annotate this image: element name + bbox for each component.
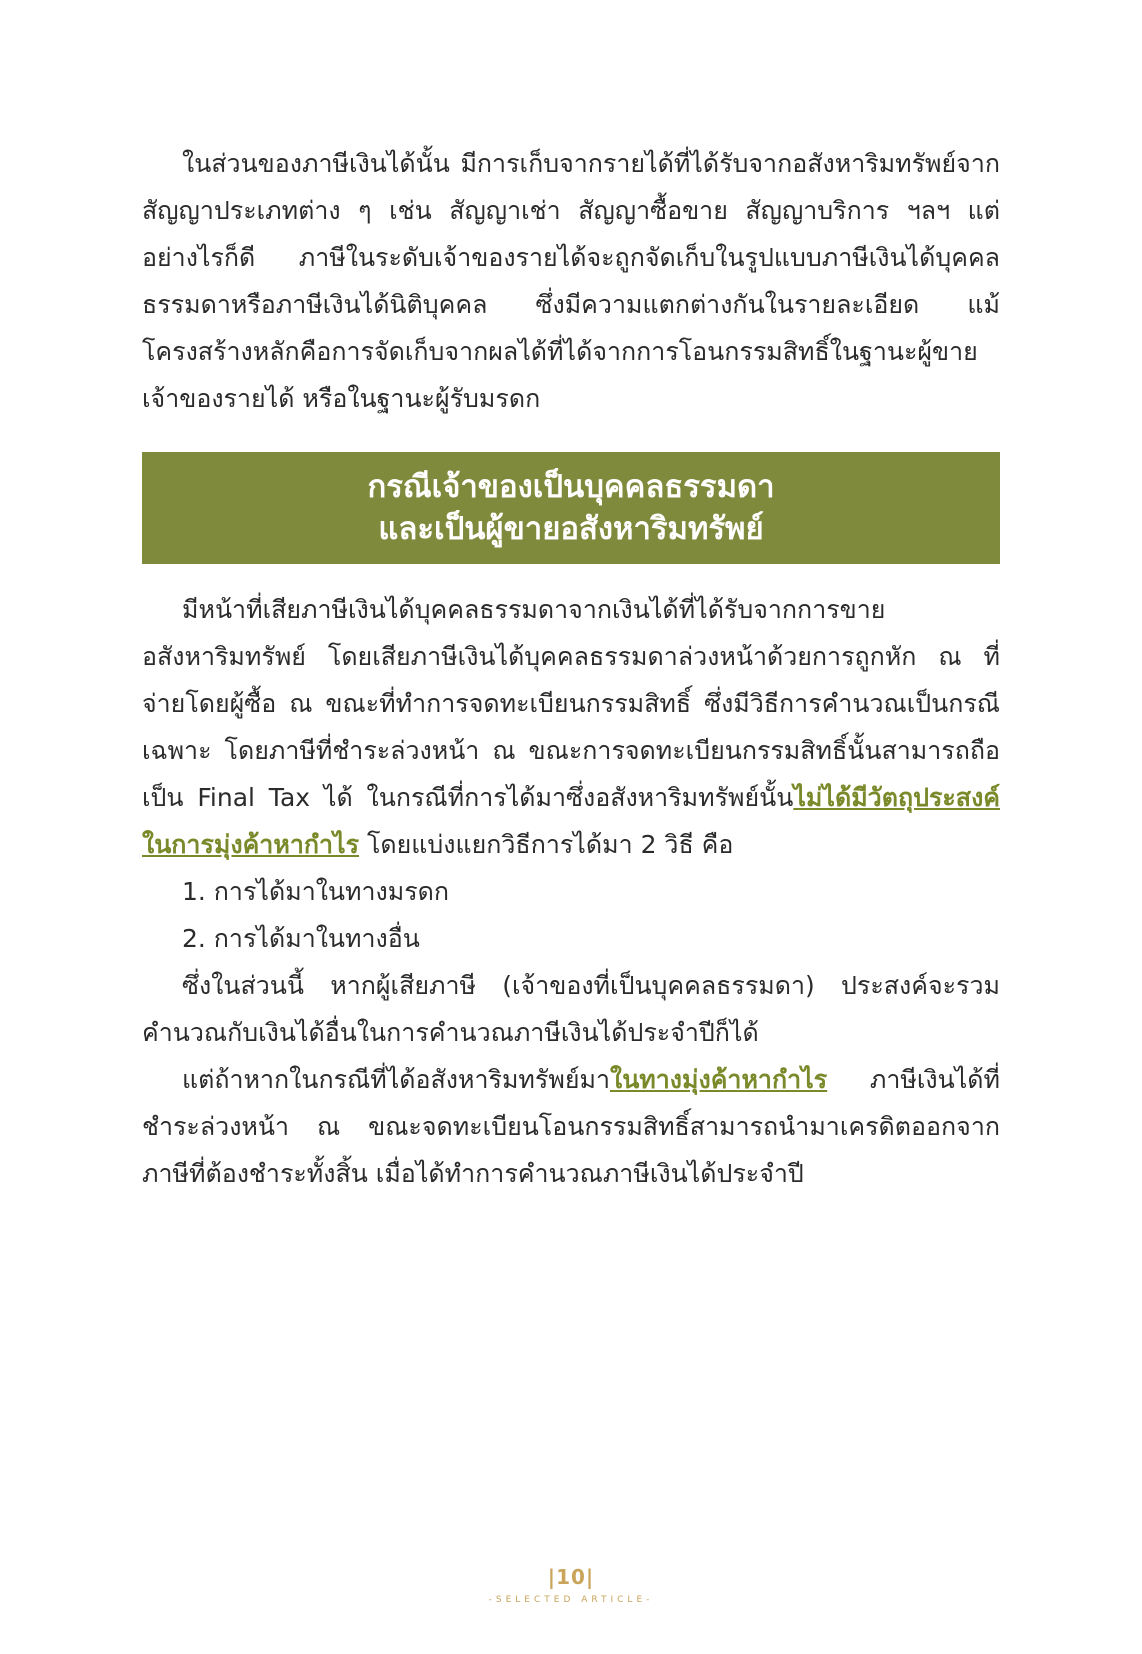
profit-purpose-link[interactable]: ในทางมุ่งค้าหากำไร xyxy=(609,1065,828,1094)
body-paragraph-1-text: มีหน้าที่เสียภาษีเงินได้บุคคลธรรมดาจากเงินได้ที่ได้รับจากการขายอสังหาริมทรัพย์ โดยเสียภาษีเงินได้บุคคลธรรมดาล่วงหน้าด้วยการถูกหัก ณ ที่จ่ายโดยผู้ซื้อ ณ ขณะที่ทำการจดทะเบียนกรรมสิทธิ์ ซึ่งมีวิธีการคำนวณเป็นกรณีเฉพาะ โดยภาษีที่ชำระล่วงหน้า ณ ขณะการจดทะเบียนกรรมสิทธิ์นั้นสามารถถือเป็น Final Tax ได้ ในกรณีที่การได้มาซึ่งอสังหาริมทรัพย์นั้น xyxy=(142,595,1000,812)
body-paragraph-1 xyxy=(142,586,1000,868)
page-footer xyxy=(0,1565,1142,1605)
body-paragraph-3 xyxy=(142,1056,1000,1197)
intro-paragraph: ในส่วนของภาษีเงินได้นั้น มีการเก็บจากรายได้ที่ได้รับจากอสังหาริมทรัพย์จากสัญญาประเภทต่าง ๆ เช่น สัญญาเช่า สัญญาซื้อขาย สัญญาบริการ ฯลฯ แต่อย่างไรก็ดี ภาษีในระดับเจ้าของรายได้จะถูกจัดเก็บในรูปแบบภาษีเงินได้บุคคลธรรมดาหรือภาษีเงินได้นิติบุคคล ซึ่งมีความแตกต่างกันในรายละเอียด แม้โครงสร้างหลักคือการจัดเก็บจากผลได้ที่ได้จากการโอนกรรมสิทธิ์ในฐานะผู้ขายเจ้าของรายได้ หรือในฐานะผู้รับมรดก xyxy=(142,149,1000,413)
body-paragraph-3-tail: ภาษีเงินได้ที่ชำระล่วงหน้า ณ ขณะจดทะเบียนโอนกรรมสิทธิ์สามารถนำมาเครดิตออกจากภาษีที่ต้องชำระทั้งสิ้น เมื่อได้ทำการคำนวณภาษีเงินได้ประจำปี xyxy=(142,1065,1000,1188)
footer-section-label: -SELECTED ARTICLE- xyxy=(488,1595,654,1605)
list-item-other: 2. การได้มาในทางอื่น xyxy=(182,924,420,953)
body-paragraph-3-head: แต่ถ้าหากในกรณีที่ได้อสังหาริมทรัพย์มา xyxy=(182,1065,610,1094)
page-number: |10| xyxy=(547,1565,595,1589)
list-item-inheritance: 1. การได้มาในทางมรดก xyxy=(182,877,450,906)
body-paragraph-2: ซึ่งในส่วนนี้ หากผู้เสียภาษี (เจ้าของที่เป็นบุคคลธรรมดา) ประสงค์จะรวมคำนวณกับเงินได้อื่นในการคำนวณภาษีเงินได้ประจำปีก็ได้ xyxy=(142,971,1000,1047)
banner-title-line-1: กรณีเจ้าของเป็นบุคคลธรรมดา xyxy=(367,469,775,505)
banner-title-line-2: และเป็นผู้ขายอสังหาริมทรัพย์ xyxy=(378,511,764,547)
section-banner xyxy=(142,452,1000,564)
no-profit-purpose-link[interactable]: ไม่ได้มีวัตถุประสงค์ในการมุ่งค้าหากำไร xyxy=(142,783,1000,859)
article-content xyxy=(142,140,1000,1197)
body-paragraph-1-tail: โดยแบ่งแยกวิธีการได้มา 2 วิธี คือ xyxy=(359,830,734,859)
